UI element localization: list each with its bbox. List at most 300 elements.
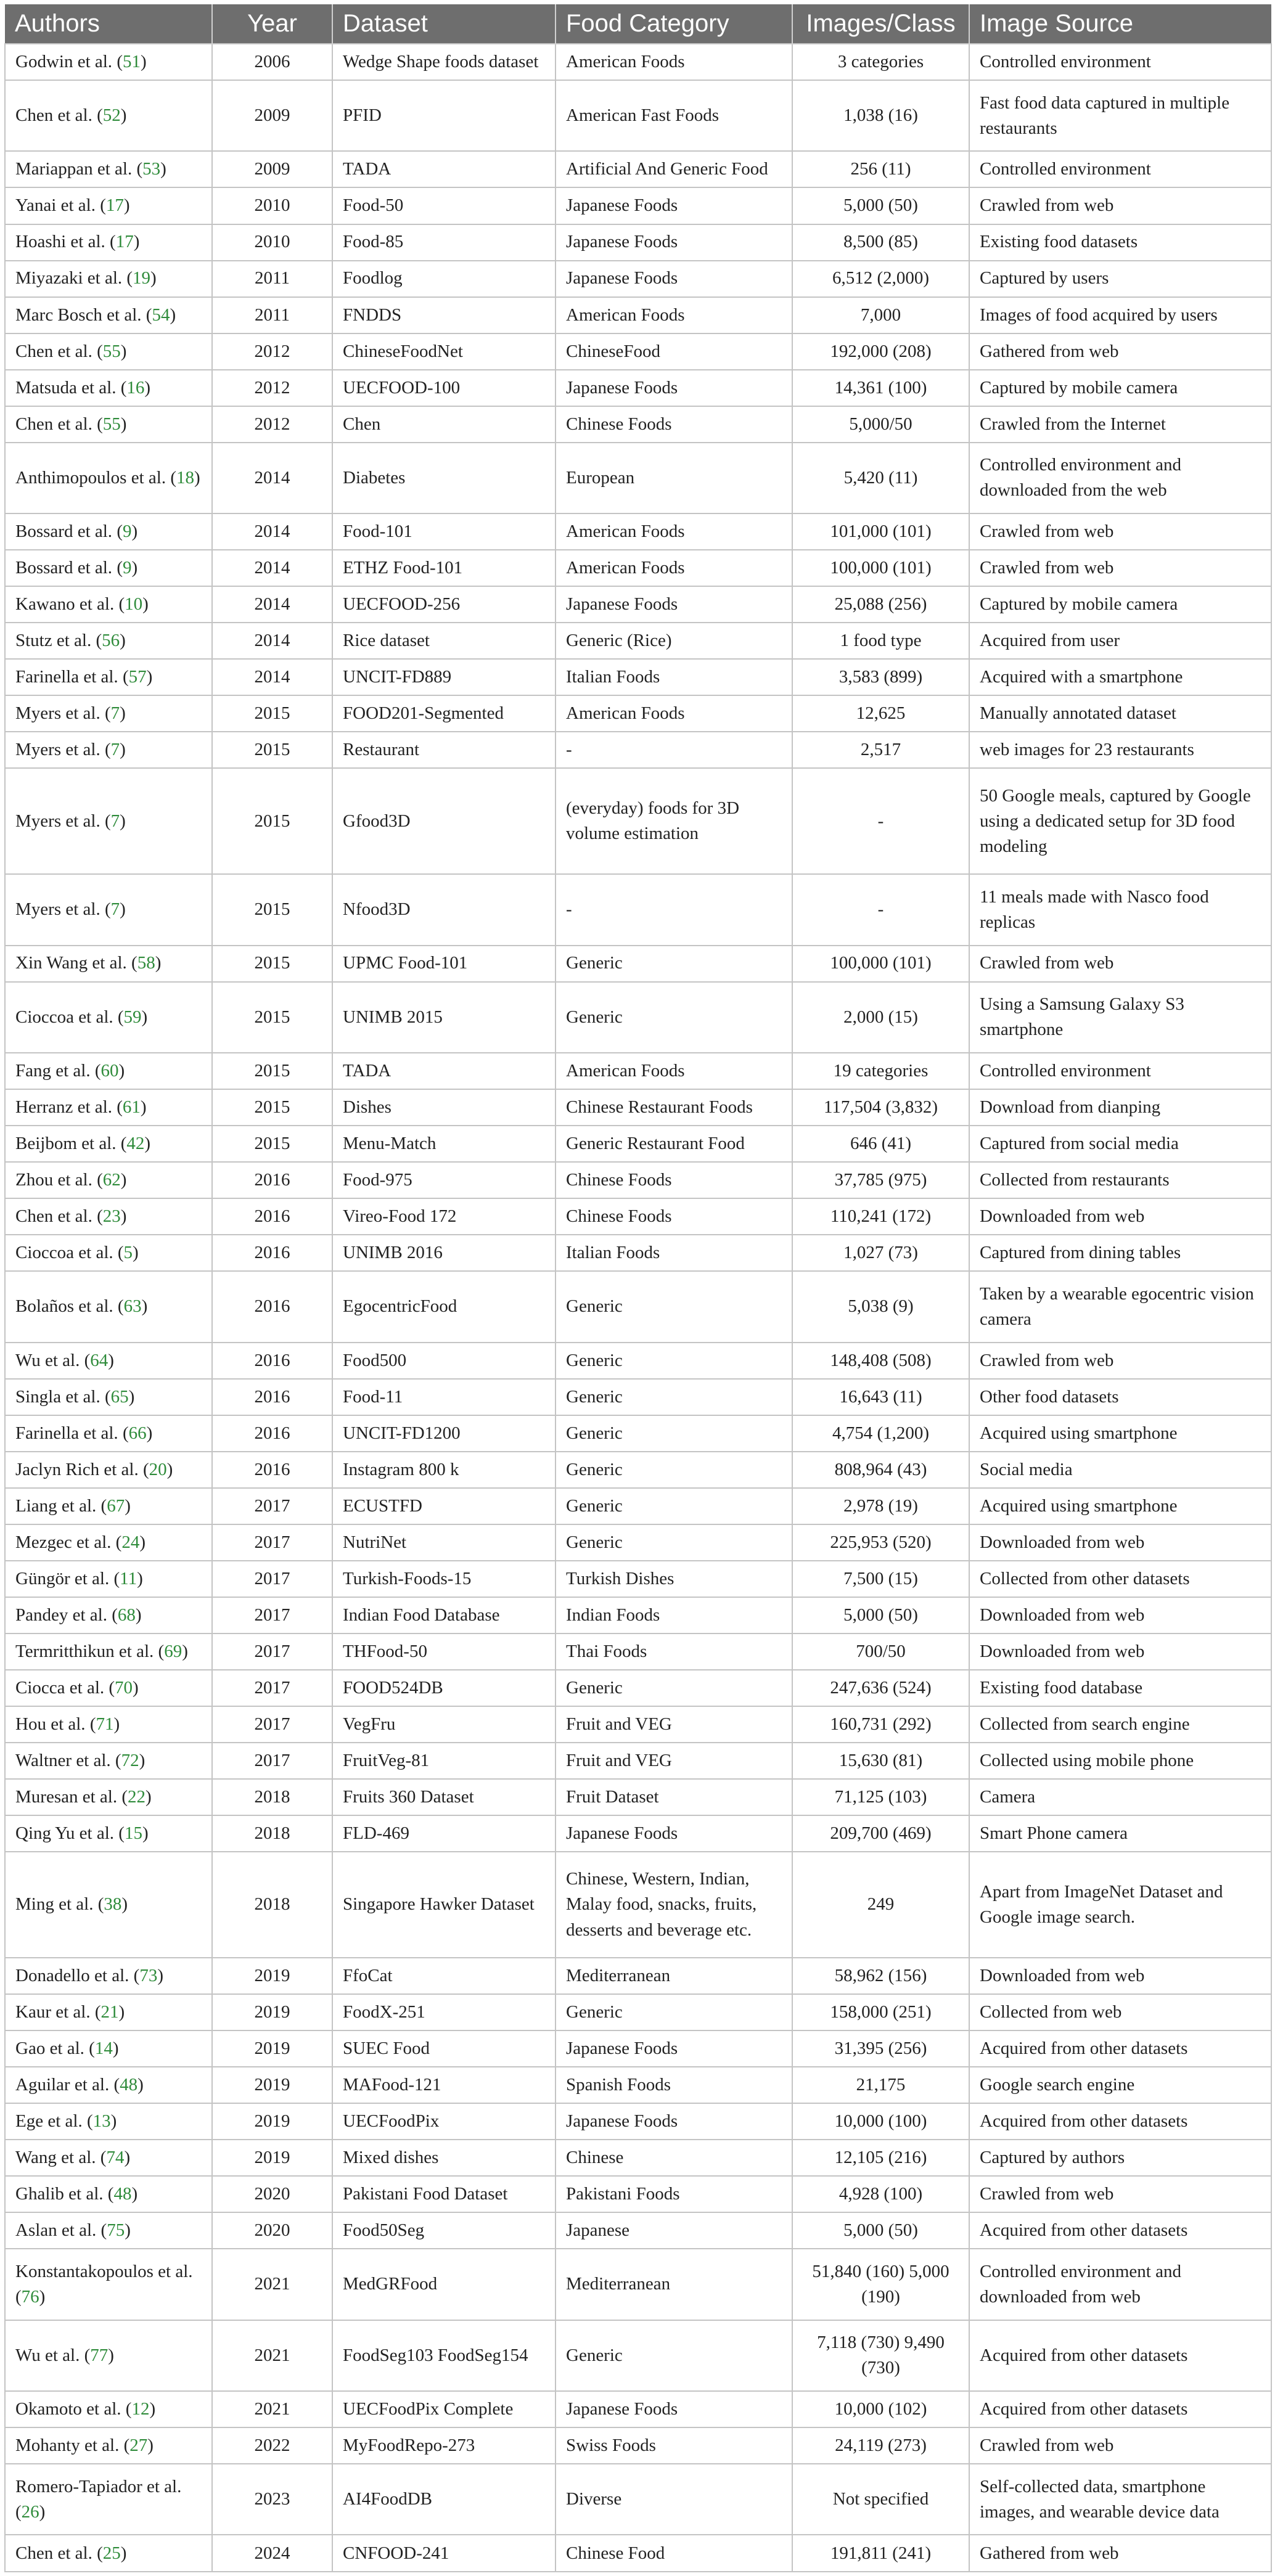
table-row — [5, 1779, 1271, 1815]
cell-authors — [5, 333, 212, 370]
citation-link[interactable]: 17 — [115, 232, 134, 252]
cell-year: 2021 — [212, 2391, 332, 2427]
header-authors: Authors — [5, 4, 212, 44]
author-name: Myers et al. — [15, 899, 100, 920]
cell-image-source: Downloaded from web — [969, 1597, 1271, 1634]
cell-images-class: 15,630 (81) — [792, 1743, 969, 1779]
cell-images-class: 249 — [792, 1852, 969, 1958]
citation-ref: (71) — [89, 1714, 120, 1734]
cell-authors — [5, 1488, 212, 1524]
cell-images-class: 158,000 (251) — [792, 1994, 969, 2030]
cell-image-source: Crawled from the Internet — [969, 406, 1271, 443]
cell-authors — [5, 732, 212, 768]
cell-food-category: Japanese — [556, 2212, 792, 2249]
cell-image-source: Captured by mobile camera — [969, 586, 1271, 623]
cell-authors — [5, 586, 212, 623]
cell-authors — [5, 695, 212, 732]
table-row — [5, 80, 1271, 151]
table-row — [5, 768, 1271, 874]
cell-image-source: Downloaded from web — [969, 1524, 1271, 1561]
cell-authors — [5, 550, 212, 586]
author-name: Mohanty et al. — [15, 2435, 120, 2455]
table-row — [5, 1343, 1271, 1379]
citation-link[interactable]: 70 — [115, 1677, 133, 1698]
citation-link[interactable]: 74 — [106, 2148, 125, 2168]
cell-dataset: TADA — [332, 151, 556, 187]
cell-images-class: 19 categories — [792, 1053, 969, 1089]
citation-ref: (69) — [158, 1641, 188, 1661]
table-row — [5, 1198, 1271, 1235]
cell-year: 2010 — [212, 187, 332, 224]
cell-dataset: TADA — [332, 1053, 556, 1089]
cell-year: 2019 — [212, 1958, 332, 1994]
cell-year: 2021 — [212, 2320, 332, 2391]
cell-food-category: Generic — [556, 1670, 792, 1706]
cell-dataset: Food-11 — [332, 1379, 556, 1415]
cell-year: 2014 — [212, 586, 332, 623]
cell-year: 2011 — [212, 297, 332, 333]
cell-dataset: Foodlog — [332, 261, 556, 297]
cell-dataset: Dishes — [332, 1089, 556, 1126]
author-name: Farinella et al. — [15, 667, 118, 687]
cell-images-class: - — [792, 768, 969, 874]
table-row — [5, 874, 1271, 945]
citation-ref: (7) — [104, 703, 126, 724]
citation-ref: (38) — [97, 1894, 128, 1915]
citation-ref: (15) — [118, 1823, 149, 1844]
cell-dataset: UPMC Food-101 — [332, 946, 556, 982]
table-row — [5, 333, 1271, 370]
cell-images-class: 5,420 (11) — [792, 443, 969, 513]
citation-link[interactable]: 72 — [121, 1751, 139, 1771]
citation-link[interactable]: 66 — [128, 1423, 147, 1443]
citation-link[interactable]: 11 — [120, 1568, 137, 1589]
cell-image-source: 11 meals made with Nasco food replicas — [969, 874, 1271, 945]
cell-food-category: Chinese Food — [556, 2535, 792, 2572]
citation-link[interactable]: 53 — [142, 159, 161, 179]
cell-image-source: Download from dianping — [969, 1089, 1271, 1126]
citation-link[interactable]: 62 — [102, 1170, 121, 1190]
cell-food-category: Chinese Foods — [556, 406, 792, 443]
citation-ref: (17) — [110, 232, 140, 252]
cell-images-class: 4,928 (100) — [792, 2176, 969, 2212]
citation-ref: (70) — [109, 1677, 139, 1698]
cell-image-source: Apart from ImageNet Dataset and Google image search. — [969, 1852, 1271, 1958]
cell-authors — [5, 2391, 212, 2427]
cell-year: 2017 — [212, 1706, 332, 1743]
citation-link[interactable]: 64 — [90, 1350, 109, 1370]
table-row — [5, 2320, 1271, 2391]
cell-image-source: Collected using mobile phone — [969, 1743, 1271, 1779]
cell-image-source: Camera — [969, 1779, 1271, 1815]
cell-year: 2015 — [212, 732, 332, 768]
citation-link[interactable]: 71 — [96, 1714, 114, 1734]
cell-food-category: American Foods — [556, 695, 792, 732]
author-name: Güngör et al. — [15, 1568, 110, 1589]
cell-images-class: 51,840 (160) 5,000 (190) — [792, 2249, 969, 2320]
cell-image-source: Crawled from web — [969, 2427, 1271, 2464]
cell-year: 2017 — [212, 1670, 332, 1706]
cell-image-source: Controlled environment and downloaded from the web — [969, 443, 1271, 513]
citation-link[interactable]: 52 — [102, 105, 121, 126]
cell-food-category: Japanese Foods — [556, 370, 792, 406]
cell-authors — [5, 2464, 212, 2535]
citation-link[interactable]: 54 — [152, 305, 170, 325]
citation-link[interactable]: 55 — [102, 414, 121, 434]
cell-food-category: Generic — [556, 1488, 792, 1524]
cell-food-category: Japanese Foods — [556, 224, 792, 261]
citation-link[interactable]: 14 — [94, 2038, 113, 2058]
citation-ref: (48) — [107, 2184, 138, 2204]
cell-food-category: American Fast Foods — [556, 80, 792, 151]
table-row — [5, 1488, 1271, 1524]
citation-link[interactable]: 59 — [123, 1007, 142, 1027]
table-row — [5, 2249, 1271, 2320]
citation-ref: (26) — [15, 2501, 46, 2522]
citation-link[interactable]: 26 — [21, 2501, 39, 2522]
citation-link[interactable]: 15 — [124, 1823, 142, 1844]
cell-image-source: Taken by a wearable egocentric vision camera — [969, 1271, 1271, 1342]
citation-link[interactable]: 56 — [102, 631, 120, 651]
cell-year: 2015 — [212, 946, 332, 982]
citation-ref: (53) — [136, 159, 166, 179]
cell-year: 2015 — [212, 1126, 332, 1162]
cell-authors — [5, 1126, 212, 1162]
citation-ref: (58) — [131, 953, 162, 973]
citation-link[interactable]: 24 — [121, 1532, 140, 1552]
author-name: Chen et al. — [15, 414, 92, 434]
author-name: Mezgec et al. — [15, 1532, 112, 1552]
cell-images-class: 21,175 — [792, 2067, 969, 2103]
cell-food-category: Italian Foods — [556, 1235, 792, 1271]
cell-authors — [5, 1815, 212, 1852]
cell-images-class: 192,000 (208) — [792, 333, 969, 370]
citation-link[interactable]: 5 — [123, 1243, 133, 1263]
cell-image-source: Crawled from web — [969, 946, 1271, 982]
cell-food-category: Chinese Foods — [556, 1162, 792, 1198]
cell-food-category: Fruit Dataset — [556, 1779, 792, 1815]
cell-authors — [5, 1706, 212, 1743]
cell-food-category: Diverse — [556, 2464, 792, 2535]
cell-images-class: 2,978 (19) — [792, 1488, 969, 1524]
cell-authors — [5, 2535, 212, 2572]
cell-dataset: ETHZ Food-101 — [332, 550, 556, 586]
cell-food-category: Generic — [556, 1524, 792, 1561]
cell-food-category: Chinese, Western, Indian, Malay food, snacks, fruits, desserts and beverage etc. — [556, 1852, 792, 1958]
citation-ref: (16) — [120, 377, 151, 398]
table-row — [5, 1670, 1271, 1706]
citation-ref: (17) — [100, 195, 130, 216]
cell-authors — [5, 1053, 212, 1089]
cell-authors — [5, 224, 212, 261]
header-row — [5, 4, 1271, 44]
cell-authors — [5, 513, 212, 550]
author-name: Gao et al. — [15, 2038, 84, 2058]
cell-image-source: Collected from other datasets — [969, 1561, 1271, 1597]
cell-image-source: Fast food data captured in multiple restaurants — [969, 80, 1271, 151]
table-row — [5, 1452, 1271, 1488]
citation-link[interactable]: 9 — [122, 558, 132, 578]
cell-food-category: American Foods — [556, 1053, 792, 1089]
cell-authors — [5, 406, 212, 443]
cell-year: 2014 — [212, 659, 332, 695]
cell-year: 2016 — [212, 1198, 332, 1235]
cell-food-category: Generic — [556, 1343, 792, 1379]
author-name: Hou et al. — [15, 1714, 86, 1734]
header-dataset: Dataset — [332, 4, 556, 44]
author-name: Cioccoa et al. — [15, 1007, 113, 1027]
cell-dataset: UECFoodPix Complete — [332, 2391, 556, 2427]
cell-images-class: 7,118 (730) 9,490 (730) — [792, 2320, 969, 2391]
author-name: Pandey et al. — [15, 1605, 107, 1625]
table-row — [5, 370, 1271, 406]
cell-food-category: Generic — [556, 982, 792, 1053]
author-name: Ciocca et al. — [15, 1677, 105, 1698]
cell-food-category: Japanese Foods — [556, 187, 792, 224]
citation-link[interactable]: 25 — [102, 2543, 121, 2563]
cell-year: 2016 — [212, 1235, 332, 1271]
cell-images-class: 110,241 (172) — [792, 1198, 969, 1235]
cell-food-category: Chinese Restaurant Foods — [556, 1089, 792, 1126]
citation-link[interactable]: 57 — [128, 667, 147, 687]
cell-year: 2014 — [212, 513, 332, 550]
table-row — [5, 1379, 1271, 1415]
cell-food-category: Fruit and VEG — [556, 1743, 792, 1779]
citation-ref: (55) — [97, 341, 127, 361]
cell-image-source: Captured by authors — [969, 2140, 1271, 2176]
citation-link[interactable]: 48 — [120, 2074, 138, 2095]
table-row — [5, 946, 1271, 982]
cell-year: 2012 — [212, 333, 332, 370]
author-name: Matsuda et al. — [15, 377, 117, 398]
author-name: Muresan et al. — [15, 1787, 118, 1807]
citation-link[interactable]: 7 — [110, 811, 120, 831]
author-name: Yanai et al. — [15, 195, 96, 216]
citation-ref: (62) — [97, 1170, 127, 1190]
citation-link[interactable]: 55 — [102, 341, 121, 361]
table-row — [5, 1271, 1271, 1342]
cell-year: 2012 — [212, 406, 332, 443]
food-datasets-table — [4, 4, 1272, 2572]
citation-link[interactable]: 51 — [122, 51, 141, 72]
cell-image-source: Controlled environment and downloaded from web — [969, 2249, 1271, 2320]
citation-link[interactable]: 69 — [164, 1641, 182, 1661]
cell-dataset: UNCIT-FD889 — [332, 659, 556, 695]
table-row — [5, 2030, 1271, 2067]
table-row — [5, 1126, 1271, 1162]
cell-image-source: Smart Phone camera — [969, 1815, 1271, 1852]
cell-dataset: CNFOOD-241 — [332, 2535, 556, 2572]
citation-link[interactable]: 10 — [125, 594, 143, 615]
cell-authors — [5, 297, 212, 333]
cell-dataset: FLD-469 — [332, 1815, 556, 1852]
citation-link[interactable]: 19 — [133, 268, 151, 288]
cell-year: 2015 — [212, 768, 332, 874]
citation-link[interactable]: 17 — [105, 195, 124, 216]
author-name: Fang et al. — [15, 1060, 91, 1081]
citation-link[interactable]: 73 — [139, 1965, 158, 1985]
cell-authors — [5, 874, 212, 945]
citation-ref: (67) — [100, 1495, 131, 1516]
citation-link[interactable]: 58 — [137, 953, 155, 973]
citation-link[interactable]: 68 — [117, 1605, 136, 1625]
author-name: Beijbom et al. — [15, 1133, 117, 1153]
cell-dataset: Food-101 — [332, 513, 556, 550]
cell-dataset: Food50Seg — [332, 2212, 556, 2249]
cell-images-class: 12,105 (216) — [792, 2140, 969, 2176]
cell-year: 2020 — [212, 2176, 332, 2212]
cell-image-source: Images of food acquired by users — [969, 297, 1271, 333]
cell-year: 2017 — [212, 1561, 332, 1597]
citation-link[interactable]: 20 — [149, 1459, 167, 1479]
cell-food-category: Generic — [556, 1994, 792, 2030]
cell-images-class: 10,000 (102) — [792, 2391, 969, 2427]
citation-link[interactable]: 21 — [100, 2002, 119, 2022]
cell-image-source: Using a Samsung Galaxy S3 smartphone — [969, 982, 1271, 1053]
cell-images-class: 191,811 (241) — [792, 2535, 969, 2572]
cell-image-source: Acquired from other datasets — [969, 2320, 1271, 2391]
cell-images-class: 247,636 (524) — [792, 1670, 969, 1706]
citation-link[interactable]: 48 — [113, 2184, 132, 2204]
cell-image-source: 50 Google meals, captured by Google using a dedicated setup for 3D food modeling — [969, 768, 1271, 874]
cell-images-class: 2,000 (15) — [792, 982, 969, 1053]
author-name: Marc Bosch et al. — [15, 305, 142, 325]
citation-link[interactable]: 23 — [102, 1206, 121, 1227]
citation-ref: (60) — [94, 1060, 125, 1081]
cell-food-category: European — [556, 443, 792, 513]
cell-year: 2016 — [212, 1452, 332, 1488]
citation-link[interactable]: 27 — [129, 2435, 148, 2455]
cell-images-class: 808,964 (43) — [792, 1452, 969, 1488]
cell-image-source: Other food datasets — [969, 1379, 1271, 1415]
citation-link[interactable]: 61 — [122, 1097, 141, 1117]
author-name: Ege et al. — [15, 2111, 83, 2132]
citation-ref: (14) — [89, 2038, 119, 2058]
cell-dataset: Fruits 360 Dataset — [332, 1779, 556, 1815]
citation-link[interactable]: 9 — [122, 521, 132, 542]
table-row — [5, 261, 1271, 297]
header-images-class: Images/Class — [792, 4, 969, 44]
citation-link[interactable]: 7 — [110, 899, 120, 920]
cell-dataset: Vireo-Food 172 — [332, 1198, 556, 1235]
cell-authors — [5, 1561, 212, 1597]
table-row — [5, 1561, 1271, 1597]
cell-year: 2019 — [212, 2067, 332, 2103]
cell-images-class: 1 food type — [792, 623, 969, 659]
cell-authors — [5, 1162, 212, 1198]
cell-year: 2012 — [212, 370, 332, 406]
cell-year: 2014 — [212, 623, 332, 659]
cell-dataset: VegFru — [332, 1706, 556, 1743]
citation-ref: (54) — [146, 305, 176, 325]
citation-link[interactable]: 76 — [21, 2286, 39, 2307]
table-row — [5, 406, 1271, 443]
cell-authors — [5, 151, 212, 187]
table-row — [5, 1415, 1271, 1452]
cell-image-source: Acquired using smartphone — [969, 1415, 1271, 1452]
author-name: Aguilar et al. — [15, 2074, 110, 2095]
table-row — [5, 1634, 1271, 1670]
cell-food-category: American Foods — [556, 297, 792, 333]
cell-image-source: Manually annotated dataset — [969, 695, 1271, 732]
citation-link[interactable]: 75 — [107, 2220, 125, 2241]
citation-ref: (68) — [112, 1605, 142, 1625]
header-year: Year — [212, 4, 332, 44]
cell-images-class: 16,643 (11) — [792, 1379, 969, 1415]
table-row — [5, 224, 1271, 261]
citation-link[interactable]: 13 — [92, 2111, 111, 2132]
cell-image-source: Acquired from other datasets — [969, 2030, 1271, 2067]
author-name: Konstantakopoulos et al. — [15, 2261, 193, 2281]
cell-food-category: Japanese Foods — [556, 2030, 792, 2067]
cell-food-category: Generic — [556, 1379, 792, 1415]
table-row — [5, 2427, 1271, 2464]
cell-food-category: - — [556, 874, 792, 945]
cell-food-category: Chinese Foods — [556, 1198, 792, 1235]
cell-year: 2015 — [212, 1053, 332, 1089]
citation-link[interactable]: 7 — [110, 703, 120, 724]
citation-link[interactable]: 12 — [131, 2398, 150, 2419]
cell-image-source: Crawled from web — [969, 2176, 1271, 2212]
cell-authors — [5, 659, 212, 695]
citation-link[interactable]: 16 — [126, 377, 145, 398]
author-name: Wang et al. — [15, 2148, 96, 2168]
cell-authors — [5, 1779, 212, 1815]
cell-dataset: FoodX-251 — [332, 1994, 556, 2030]
citation-ref: (66) — [122, 1423, 153, 1443]
citation-link[interactable]: 60 — [100, 1060, 119, 1081]
cell-dataset: Gfood3D — [332, 768, 556, 874]
cell-food-category: - — [556, 732, 792, 768]
citation-link[interactable]: 65 — [110, 1386, 129, 1407]
citation-ref: (13) — [86, 2111, 117, 2132]
cell-images-class: 1,027 (73) — [792, 1235, 969, 1271]
cell-images-class: 14,361 (100) — [792, 370, 969, 406]
cell-dataset: MAFood-121 — [332, 2067, 556, 2103]
cell-authors — [5, 2427, 212, 2464]
citation-link[interactable]: 38 — [104, 1894, 122, 1915]
author-name: Qing Yu et al. — [15, 1823, 115, 1844]
citation-ref: (57) — [122, 667, 153, 687]
citation-link[interactable]: 18 — [176, 467, 194, 488]
citation-link[interactable]: 7 — [110, 740, 120, 760]
cell-food-category: Italian Foods — [556, 659, 792, 695]
table-header — [5, 4, 1271, 44]
citation-link[interactable]: 42 — [126, 1133, 145, 1153]
cell-images-class: 3,583 (899) — [792, 659, 969, 695]
cell-image-source: Acquired from other datasets — [969, 2212, 1271, 2249]
citation-link[interactable]: 77 — [90, 2345, 109, 2365]
table-row — [5, 443, 1271, 513]
table-row — [5, 982, 1271, 1053]
cell-dataset: Indian Food Database — [332, 1597, 556, 1634]
cell-year: 2016 — [212, 1343, 332, 1379]
citation-ref: (7) — [104, 899, 126, 920]
cell-image-source: Acquired from other datasets — [969, 2103, 1271, 2140]
author-name: Okamoto et al. — [15, 2398, 121, 2419]
citation-link[interactable]: 67 — [107, 1495, 125, 1516]
citation-ref: (61) — [117, 1097, 147, 1117]
cell-dataset: Pakistani Food Dataset — [332, 2176, 556, 2212]
cell-year: 2017 — [212, 1634, 332, 1670]
citation-ref: (5) — [117, 1243, 139, 1263]
citation-ref: (24) — [115, 1532, 146, 1552]
citation-link[interactable]: 63 — [123, 1296, 142, 1317]
cell-images-class: 5,000 (50) — [792, 1597, 969, 1634]
citation-ref: (7) — [104, 811, 126, 831]
citation-link[interactable]: 22 — [128, 1787, 146, 1807]
cell-year: 2015 — [212, 695, 332, 732]
